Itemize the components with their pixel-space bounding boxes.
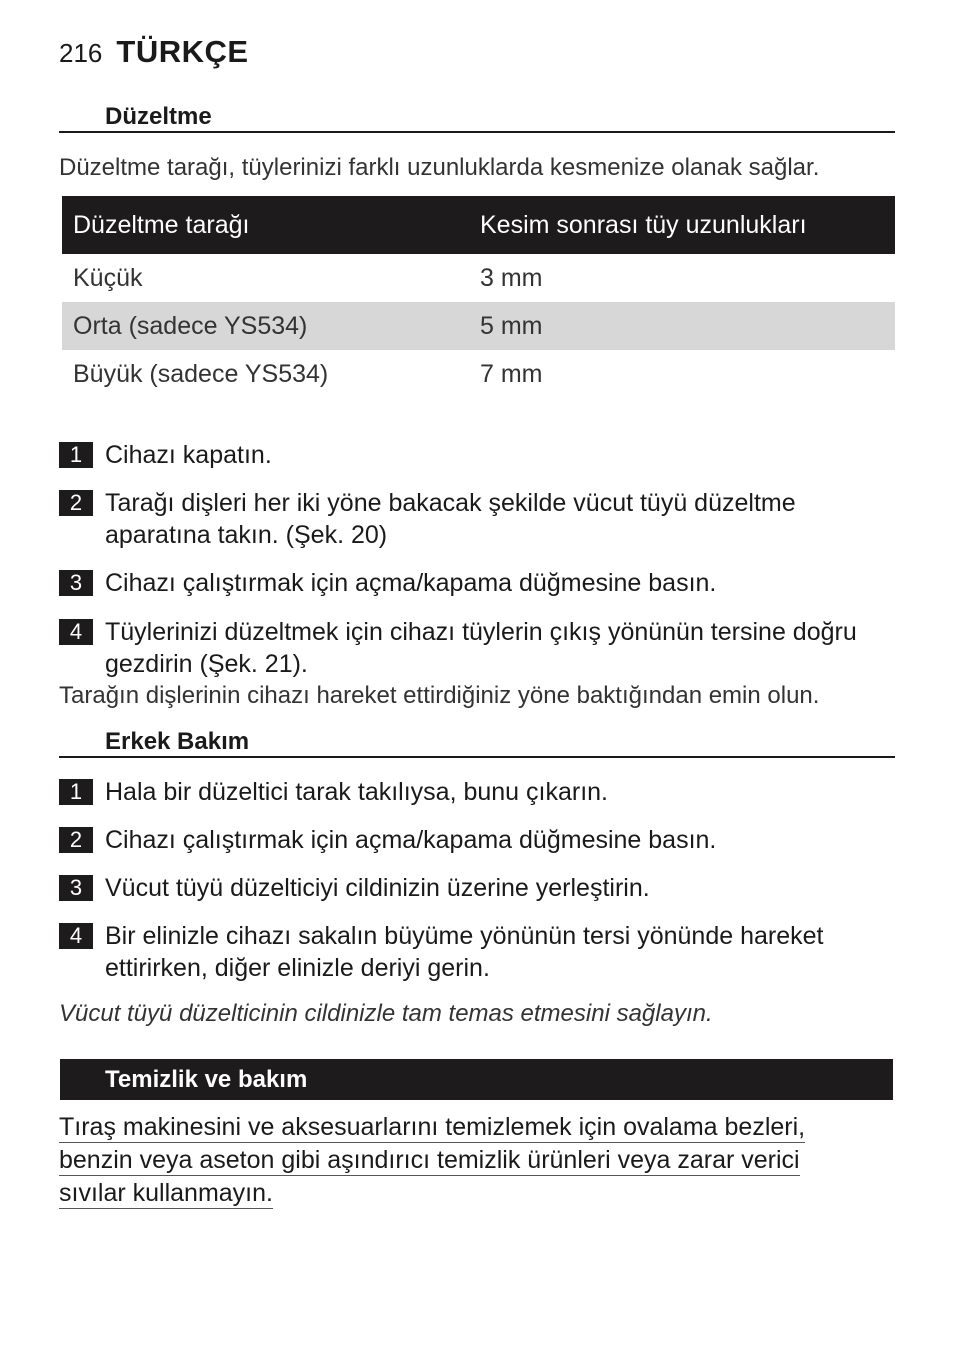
- step-text: Tüylerinizi düzeltmek için cihazı tüylerin çıkış yönünün tersine doğru gezdirin (Şek. 21).: [105, 618, 857, 678]
- comb-length-table: [62, 196, 895, 398]
- warning-line: Tıraş makinesini ve aksesuarlarını temizlemek için ovalama bezleri,: [59, 1113, 806, 1141]
- table-cell: Büyük (sadece YS534): [73, 359, 329, 388]
- step-number-badge: 1: [59, 442, 93, 468]
- step-item: [59, 824, 895, 856]
- warning-paragraph: [59, 1112, 805, 1211]
- step-number-badge: 3: [59, 570, 93, 596]
- table-cell: Orta (sadece YS534): [73, 311, 308, 340]
- table-row: [62, 254, 895, 302]
- step-text: Vücut tüyü düzelticiyi cildinizin üzerine yerleştirin.: [105, 874, 650, 902]
- table-row: [62, 302, 895, 350]
- step-item: [59, 616, 895, 680]
- table-header-cell: Düzeltme tarağı: [73, 210, 250, 239]
- step-text: Cihazı çalıştırmak için açma/kapama düğmesine basın.: [105, 826, 717, 854]
- language-title: TÜRKÇE: [116, 34, 249, 69]
- step-item: [59, 776, 895, 808]
- warning-line: sıvılar kullanmayın.: [59, 1179, 273, 1207]
- section-heading-erkek-bakim: Erkek Bakım: [59, 728, 895, 758]
- intro-paragraph: Düzeltme tarağı, tüylerinizi farklı uzunluklarda kesmenize olanak sağlar.: [59, 154, 820, 181]
- table-row: [62, 350, 895, 398]
- step-item: [59, 567, 895, 599]
- table-cell: 5 mm: [480, 311, 543, 340]
- step-text: Cihazı kapatın.: [105, 441, 272, 469]
- step-item: [59, 920, 895, 984]
- step-item: [59, 487, 895, 551]
- section-heading-duzeltme: Düzeltme: [59, 103, 895, 133]
- section-heading-temizlik: Temizlik ve bakım: [60, 1059, 893, 1100]
- step-text: Hala bir düzeltici tarak takılıysa, bunu çıkarın.: [105, 778, 609, 806]
- table-header-row: [62, 196, 895, 254]
- step-item: [59, 439, 895, 471]
- step-number-badge: 3: [59, 875, 93, 901]
- step-text: Cihazı çalıştırmak için açma/kapama düğmesine basın.: [105, 569, 717, 597]
- step-number-badge: 4: [59, 923, 93, 949]
- page-header: [59, 34, 249, 70]
- page-number: 216: [59, 38, 103, 68]
- step-text: Bir elinizle cihazı sakalın büyüme yönünün tersi yönünde hareket ettirirken, diğer elinizle deriyi gerin.: [105, 922, 824, 982]
- step-number-badge: 1: [59, 779, 93, 805]
- warning-line: benzin veya aseton gibi aşındırıcı temizlik ürünleri veya zarar verici: [59, 1146, 800, 1174]
- italic-note: Vücut tüyü düzelticinin cildinizle tam temas etmesini sağlayın.: [59, 1000, 713, 1027]
- table-cell: 7 mm: [480, 359, 543, 388]
- table-cell: 3 mm: [480, 263, 543, 292]
- step-text: Tarağı dişleri her iki yöne bakacak şekilde vücut tüyü düzeltme aparatına takın. (Şek. 20): [105, 489, 796, 549]
- table-header-cell: Kesim sonrası tüy uzunlukları: [480, 210, 807, 239]
- table-cell: Küçük: [73, 263, 143, 292]
- section-note: Tarağın dişlerinin cihazı hareket ettirdiğiniz yöne baktığından emin olun.: [59, 682, 820, 709]
- step-number-badge: 2: [59, 827, 93, 853]
- step-number-badge: 2: [59, 490, 93, 516]
- step-item: [59, 872, 895, 904]
- step-number-badge: 4: [59, 619, 93, 645]
